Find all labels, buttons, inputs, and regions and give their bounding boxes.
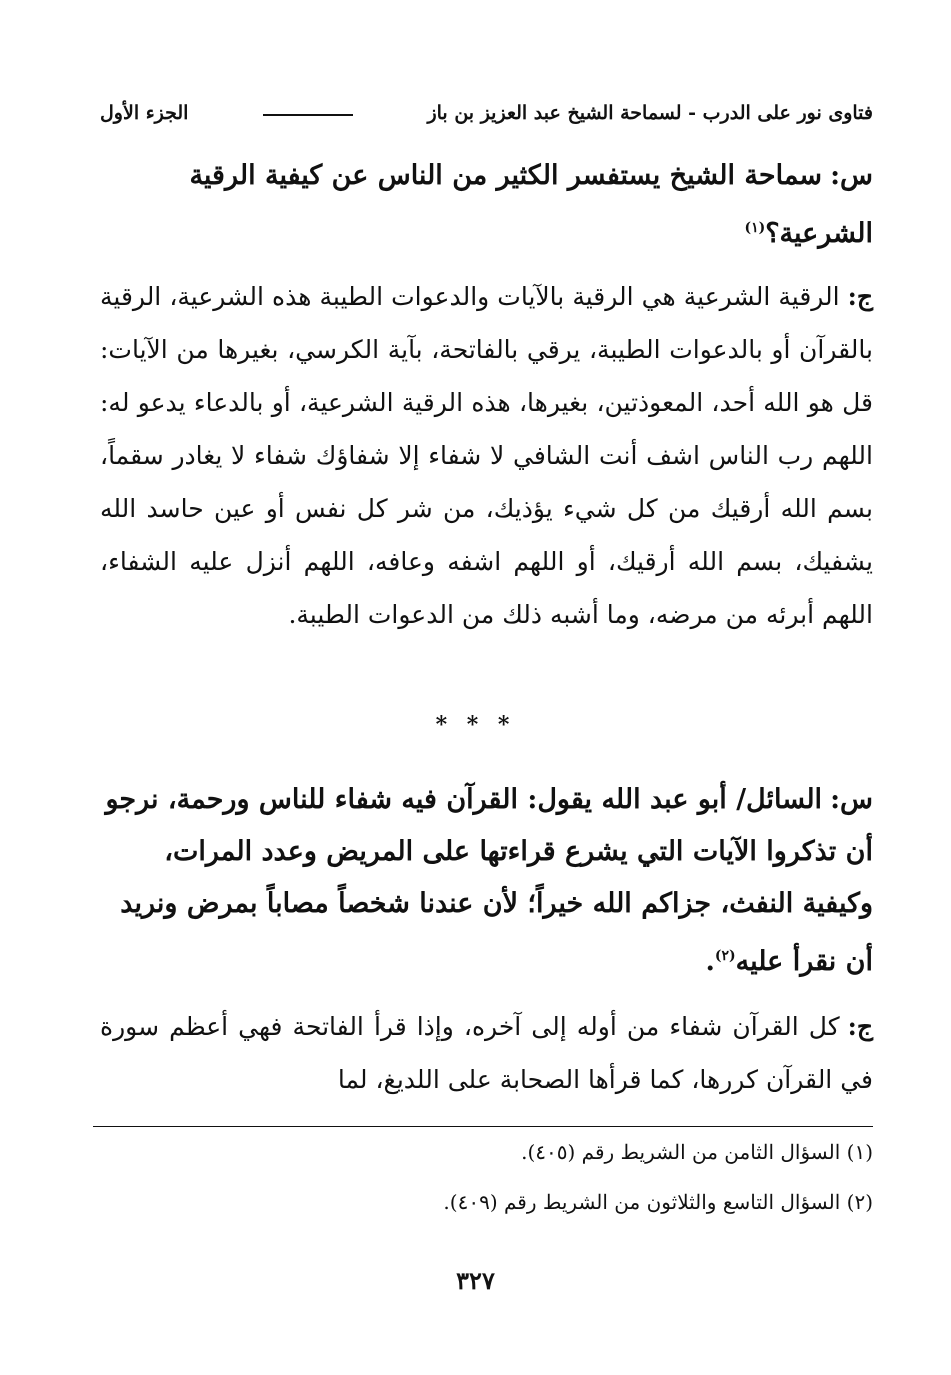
footnote-ref-1: (١) bbox=[744, 220, 766, 236]
running-header bbox=[100, 84, 873, 124]
answer-1-text: الرقية الشرعية هي الرقية بالآيات والدعوات الطيبة هذه الشرعية، الرقية بالقرآن أو بالدعوات الطيبة، يرقي بالفاتحة، بآية الكرسي، بغيرها من الآيات: قل هو الله أحد، المعوذتين، بغيرها، هذه الرقية الشرعية، أو بالدعاء يدعو له: اللهم رب الناس اشف أنت الشافي لا شفاء إلا شفاؤك شفاء لا يغادر سقماً، بسم الله أرقيك من كل شيء يؤذيك، من شر كل نفس أو عين حاسد الله يشفيك، بسم الله أرقيك، أو اللهم اشفه وعافه، اللهم أنزل عليه الشفاء، اللهم أبرئه من مرضه، وما أشبه ذلك من الدعوات الطيبة. bbox=[100, 282, 873, 629]
section-separator: * * * bbox=[435, 712, 516, 738]
footnote-rule bbox=[93, 1126, 873, 1127]
volume-label: الجزء الأول bbox=[100, 102, 189, 124]
answer-1 bbox=[100, 270, 873, 641]
book-title: فتاوى نور على الدرب - لسماحة الشيخ عبد العزيز بن باز bbox=[427, 102, 873, 124]
footnote-1: (١) السؤال الثامن من الشريط رقم (٤٠٥). bbox=[521, 1140, 873, 1164]
answer-2 bbox=[100, 1000, 873, 1106]
question-2 bbox=[100, 774, 873, 988]
question-1 bbox=[100, 150, 873, 260]
question-prefix: س: bbox=[830, 160, 873, 191]
question-1-text: سماحة الشيخ يستفسر الكثير من الناس عن كيفية الرقية الشرعية؟ bbox=[189, 160, 873, 249]
question-2-text: السائل/ أبو عبد الله يقول: القرآن فيه شفاء للناس ورحمة، نرجو أن تذكروا الآيات التي يشرع قراءتها على المريض وعدد المرات، وكيفية النفث، جزاكم الله خيراً؛ لأن عندنا شخصاً مصاباً بمرض ونريد أن نقرأ عليه bbox=[105, 784, 873, 977]
footnote-ref-2: (٢) bbox=[714, 948, 736, 964]
answer-prefix: ج: bbox=[847, 1012, 873, 1041]
page-number: ٣٢٧ bbox=[456, 1266, 495, 1295]
answer-prefix: ج: bbox=[847, 282, 873, 311]
header-rule bbox=[263, 114, 353, 116]
footnote-2: (٢) السؤال التاسع والثلاثون من الشريط رقم (٤٠٩). bbox=[443, 1190, 873, 1214]
question-2-end: . bbox=[705, 946, 715, 977]
question-prefix: س: bbox=[830, 784, 873, 815]
answer-2-text: كل القرآن شفاء من أوله إلى آخره، وإذا قرأ الفاتحة فهي أعظم سورة في القرآن كررها، كما قرأها الصحابة على اللديغ، لما bbox=[100, 1012, 873, 1094]
